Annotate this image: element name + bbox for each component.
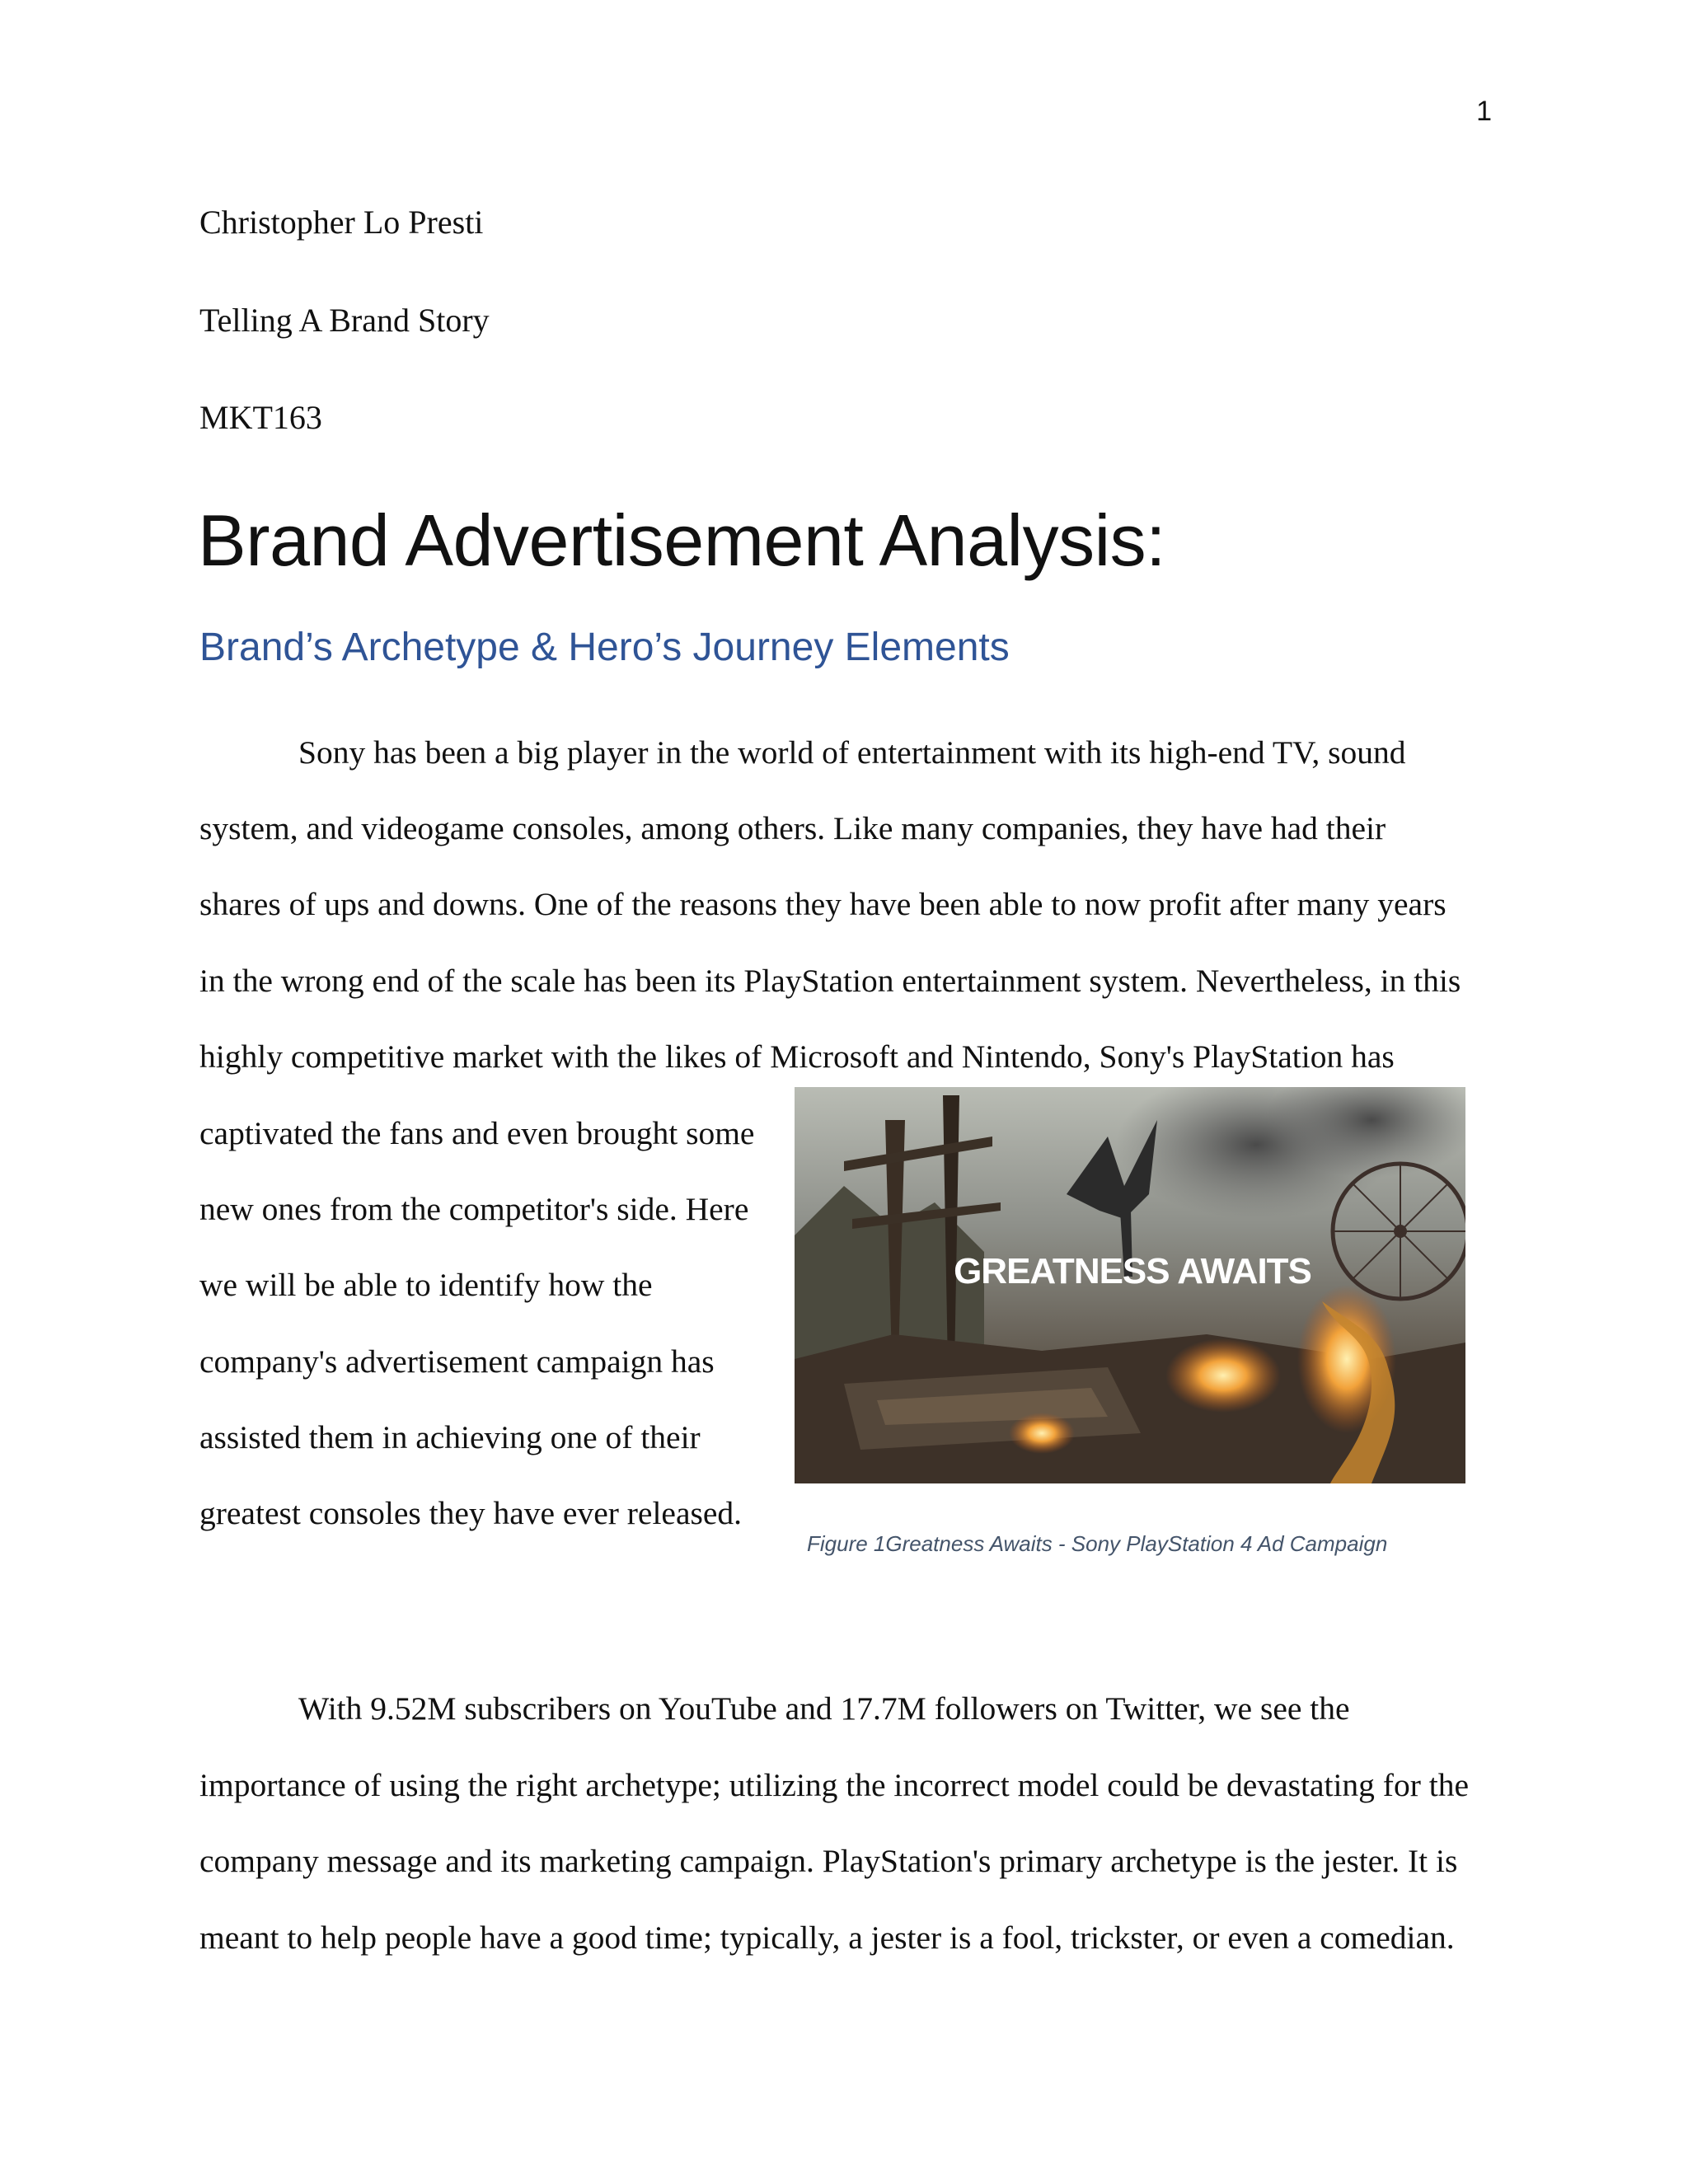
- paragraph-2-line: company message and its marketing campaign. PlayStation's primary archetype is the jester. It is: [199, 1843, 1458, 1879]
- paragraph-1-line: in the wrong end of the scale has been its PlayStation entertainment system. Nevertheless, in this: [199, 963, 1461, 999]
- section-heading: Brand’s Archetype & Hero’s Journey Elements: [199, 626, 1010, 669]
- paragraph-1-line: Sony has been a big player in the world of entertainment with its high-end TV, sound: [298, 734, 1406, 771]
- course-title: Telling A Brand Story: [199, 302, 490, 339]
- course-code: MKT163: [199, 399, 322, 436]
- paragraph-1-line: company's advertisement campaign has: [199, 1343, 715, 1380]
- ad-campaign-image: [795, 1087, 1465, 1483]
- page-number: 1: [1476, 96, 1492, 127]
- paragraph-2-line: With 9.52M subscribers on YouTube and 17.7M followers on Twitter, we see the: [298, 1690, 1350, 1727]
- author-name: Christopher Lo Presti: [199, 204, 484, 241]
- figure-caption: Figure 1Greatness Awaits - Sony PlayStation 4 Ad Campaign: [807, 1531, 1388, 1556]
- paragraph-2-line: meant to help people have a good time; typically, a jester is a fool, trickster, or even a comedian.: [199, 1919, 1455, 1956]
- paragraph-1-line: highly competitive market with the likes of Microsoft and Nintendo, Sony's PlayStation has: [199, 1038, 1395, 1075]
- paragraph-1-line: we will be able to identify how the: [199, 1267, 653, 1303]
- paragraph-1-line: system, and videogame consoles, among others. Like many companies, they have had their: [199, 810, 1386, 846]
- document-title: Brand Advertisement Analysis:: [198, 499, 1166, 581]
- image-title-text: GREATNESS AWAITS: [954, 1251, 1311, 1291]
- paragraph-1-line: greatest consoles they have ever released.: [199, 1495, 743, 1531]
- paragraph-1-line: assisted them in achieving one of their: [199, 1419, 701, 1455]
- paragraph-2-line: importance of using the right archetype; utilizing the incorrect model could be devastating for the: [199, 1767, 1469, 1803]
- paragraph-1-line: shares of ups and downs. One of the reasons they have been able to now profit after many years: [199, 886, 1447, 922]
- paragraph-1-line: captivated the fans and even brought some: [199, 1115, 755, 1151]
- paragraph-1-line: new ones from the competitor's side. Here: [199, 1191, 749, 1227]
